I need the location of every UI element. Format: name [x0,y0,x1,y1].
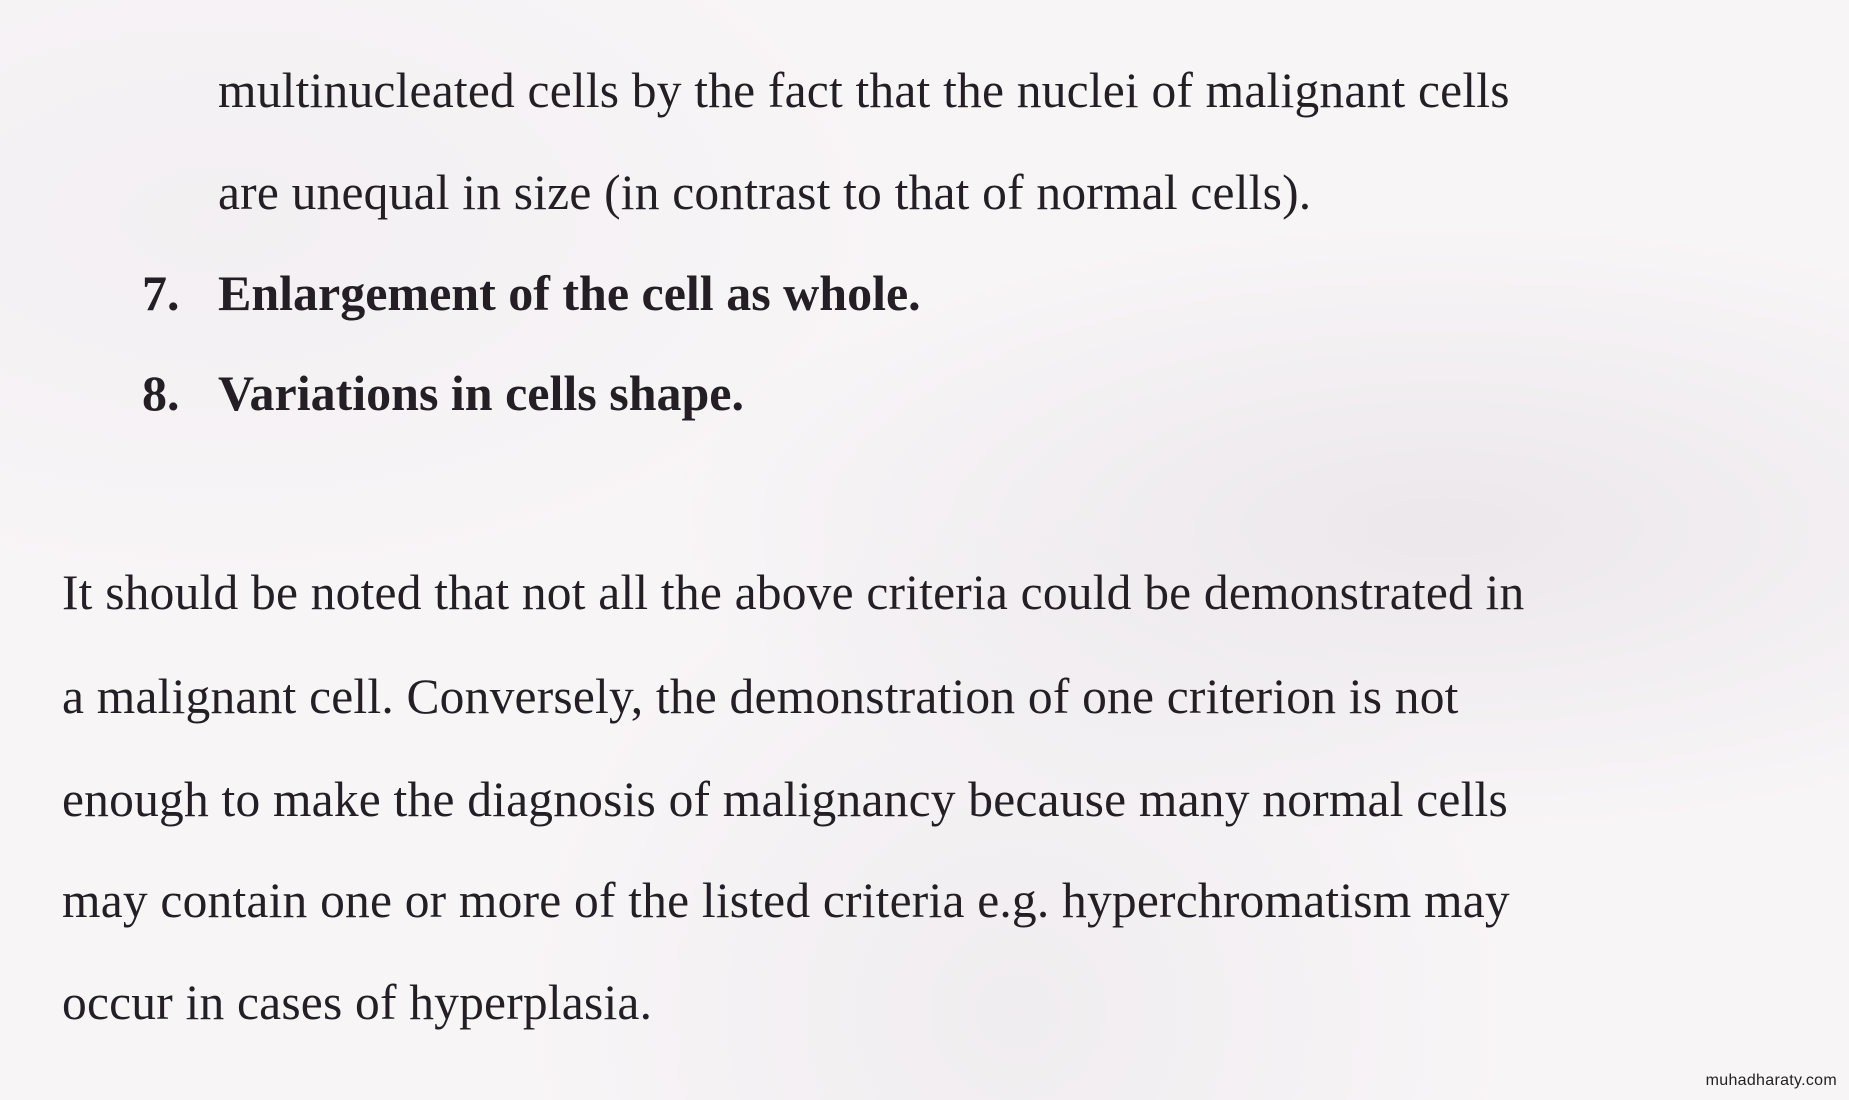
list-item-8 [142,365,745,421]
paragraph-line-1: It should be noted that not all the above criteria could be demonstrated in [62,565,1525,620]
paragraph-line-2: a malignant cell. Conversely, the demonstration of one criterion is not [62,669,1459,724]
paragraph-line-5: occur in cases of hyperplasia. [62,975,653,1030]
continuation-line-2: are unequal in size (in contrast to that of normal cells). [218,165,1312,220]
site-watermark: muhadharaty.com [1705,1072,1837,1089]
paragraph-line-3: enough to make the diagnosis of malignancy because many normal cells [62,772,1508,827]
list-text: Variations in cells shape. [218,365,745,421]
list-number: 7. [142,265,180,321]
paragraph-line-4: may contain one or more of the listed criteria e.g. hyperchromatism may [62,873,1510,928]
list-item-7 [142,265,921,321]
list-number: 8. [142,365,180,421]
continuation-line-1: multinucleated cells by the fact that the nuclei of malignant cells [218,63,1510,118]
list-text: Enlargement of the cell as whole. [218,265,921,321]
